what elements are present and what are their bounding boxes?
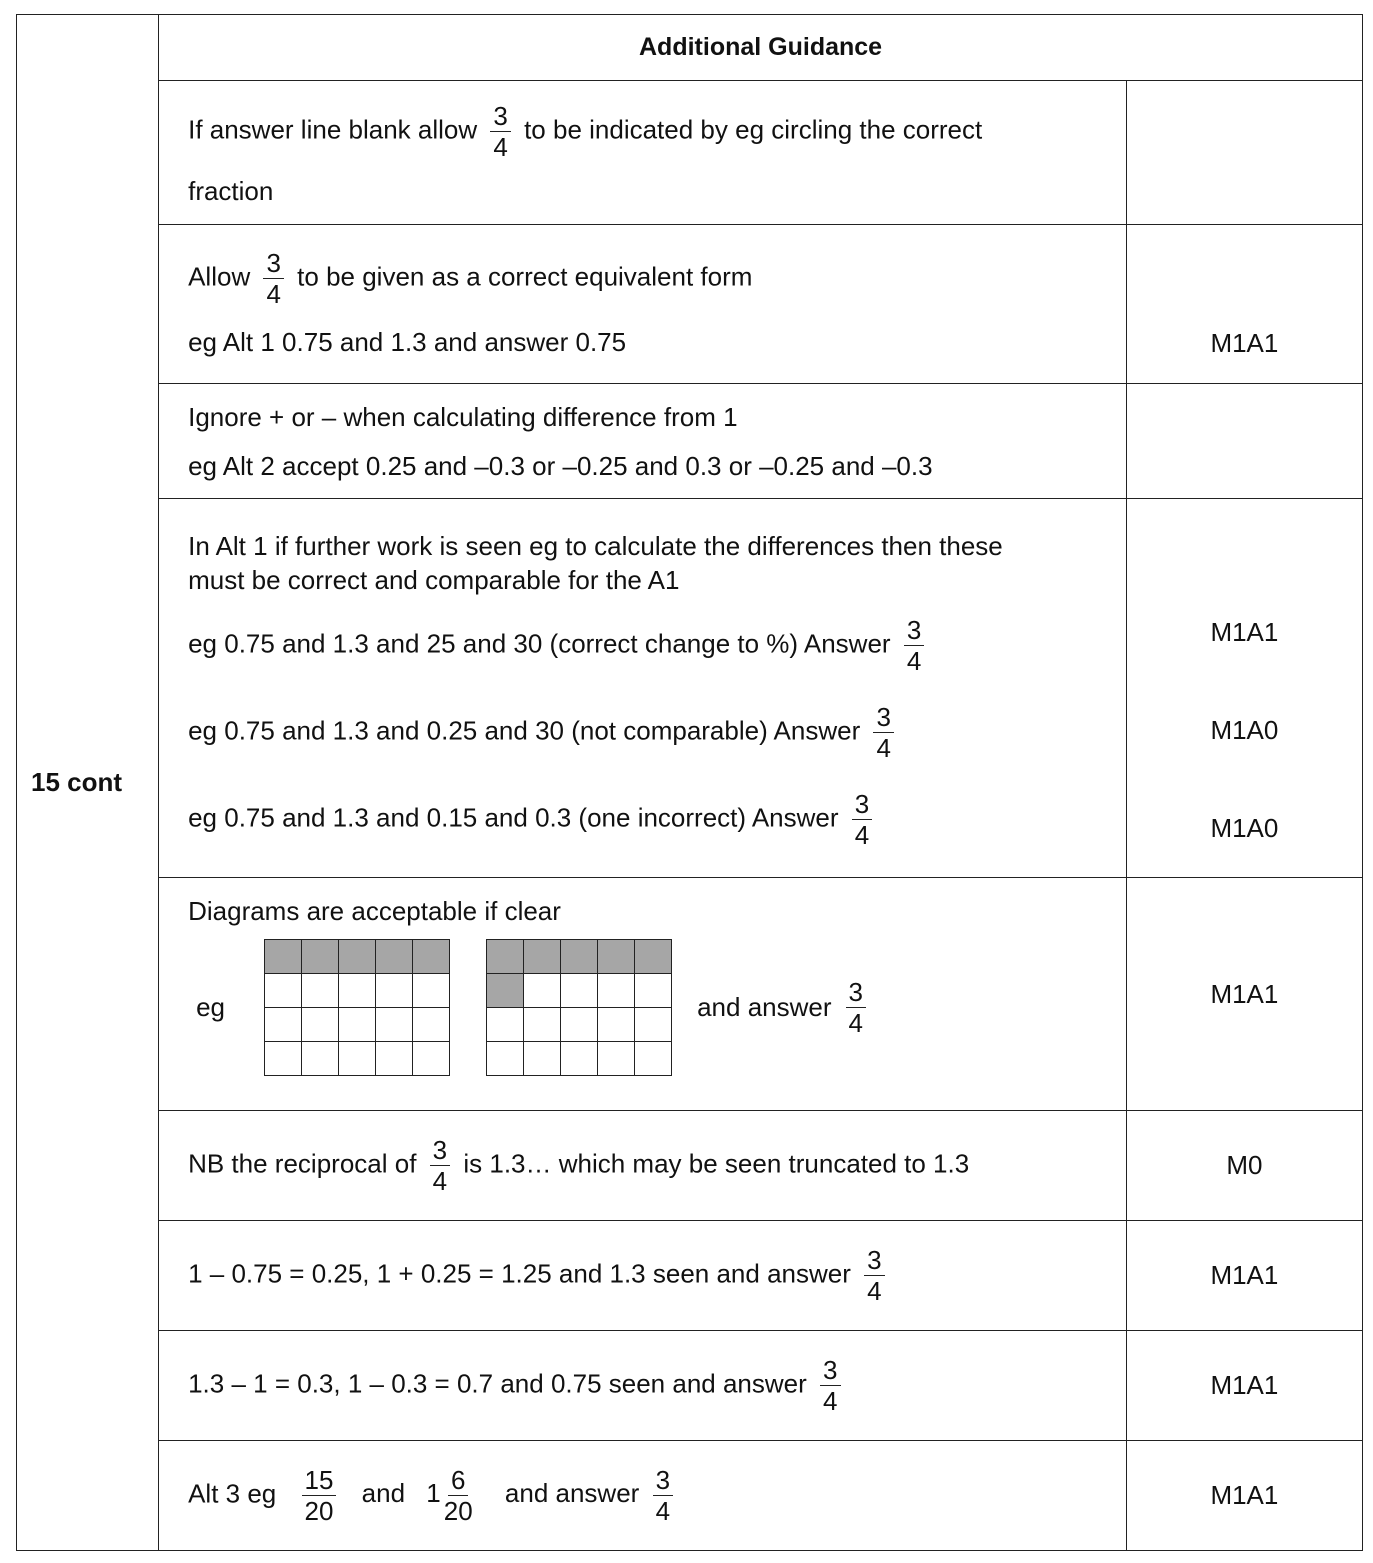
mark-value: M1A1: [1210, 617, 1279, 647]
guidance-text: Diagrams are acceptable if clear: [188, 896, 561, 926]
guidance-text: and: [361, 1478, 406, 1509]
grid-cell: [339, 1042, 376, 1076]
mark-cell: M1A1: [1126, 1221, 1362, 1331]
guidance-text: NB the reciprocal of: [188, 1148, 417, 1179]
guidance-text: 1.3 – 1 = 0.3, 1 – 0.3 = 0.7 and 0.75 seen and answer: [188, 1368, 807, 1399]
guidance-text: to be given as a correct equivalent form: [297, 260, 753, 291]
fraction: $\frac{3}{4}$: [852, 791, 872, 848]
guidance-text: fraction: [188, 176, 274, 206]
fraction: $\frac{3}{4}$: [864, 1247, 884, 1304]
guidance-text: If answer line blank allow: [188, 114, 478, 145]
grid-cell: [302, 1042, 339, 1076]
grid-cell: [635, 1008, 672, 1042]
guidance-text: and answer: [697, 992, 832, 1022]
example-text: eg 0.75 and 1.3 and 25 and 30 (correct change to %) Answer: [188, 627, 891, 658]
fraction: $\frac{3}{4}$: [653, 1467, 673, 1524]
grid-cell: [413, 1008, 450, 1042]
fraction: $\frac{15}{20}$: [302, 1467, 337, 1524]
grid-cell: [561, 1042, 598, 1076]
grid-cell: [487, 1008, 524, 1042]
grid-cell: [561, 974, 598, 1008]
mark-scheme-table: [16, 14, 1363, 1551]
grid-cell: [561, 1008, 598, 1042]
guidance-row: [17, 81, 1363, 225]
mark-cell: M1A1: [1126, 1441, 1362, 1551]
grid-cell: [265, 1042, 302, 1076]
guidance-row: [17, 225, 1363, 384]
guidance-row: [17, 878, 1363, 1111]
grid-cell: [265, 1008, 302, 1042]
mark-cell: M1A1: [1126, 1331, 1362, 1441]
guidance-row: [17, 1111, 1363, 1221]
example-text: eg 0.75 and 1.3 and 0.15 and 0.3 (one incorrect) Answer: [188, 801, 839, 832]
guidance-row: [17, 1221, 1363, 1331]
header-row: [17, 15, 1363, 81]
shaded-cell: [487, 940, 524, 974]
mark-cell: M0: [1126, 1111, 1362, 1221]
guidance-text: must be correct and comparable for the A1: [188, 564, 680, 595]
grid-cell: [635, 1042, 672, 1076]
guidance-text: Ignore + or – when calculating difference from 1: [188, 401, 738, 432]
grid-cell: [598, 974, 635, 1008]
grid-cell: [524, 1008, 561, 1042]
guidance-cell: [159, 1441, 1127, 1551]
grid-cell: [413, 974, 450, 1008]
grid-cell: [598, 1042, 635, 1076]
eg-label: eg: [196, 992, 226, 1022]
example-text: eg 0.75 and 1.3 and 0.25 and 30 (not comparable) Answer: [188, 714, 861, 745]
grid-cell: [265, 974, 302, 1008]
shaded-cell: [302, 940, 339, 974]
guidance-text: to be indicated by eg circling the correct: [524, 114, 983, 145]
guidance-text: 1 – 0.75 = 0.25, 1 + 0.25 = 1.25 and 1.3 seen and answer: [188, 1258, 851, 1289]
guidance-text: is 1.3… which may be seen truncated to 1.3: [463, 1148, 970, 1179]
guidance-text: eg Alt 1 0.75 and 1.3 and answer 0.75: [188, 326, 627, 357]
guidance-row: [17, 499, 1363, 878]
guidance-row: [17, 1331, 1363, 1441]
fraction: $\frac{3}{4}$: [904, 617, 924, 674]
fraction: $\frac{3}{4}$: [820, 1357, 840, 1414]
mark-cell: [1126, 81, 1362, 225]
grid-cell: [487, 1042, 524, 1076]
grid-cell: [339, 974, 376, 1008]
grid-cell: [376, 974, 413, 1008]
fraction: $\frac{3}{4}$: [490, 103, 510, 160]
mixed-number-whole: 1: [426, 1478, 441, 1509]
fraction: $\frac{3}{4}$: [846, 979, 866, 1036]
mark-value: M1A0: [1210, 813, 1279, 843]
grid-cell: [524, 974, 561, 1008]
fraction: $\frac{3}{4}$: [873, 704, 893, 761]
grid-cell: [376, 1042, 413, 1076]
guidance-cell: [159, 878, 1127, 1111]
grid-cell: [524, 1042, 561, 1076]
mark-value: M1A0: [1210, 715, 1279, 745]
guidance-cell: [159, 1221, 1127, 1331]
shaded-grid-diagram: [264, 939, 450, 1076]
shaded-cell: [598, 940, 635, 974]
guidance-cell: [159, 225, 1127, 384]
grid-cell: [302, 974, 339, 1008]
guidance-text: In Alt 1 if further work is seen eg to calculate the differences then these: [188, 530, 1003, 561]
guidance-row: [17, 384, 1363, 499]
guidance-row: [17, 1441, 1363, 1551]
shaded-cell: [524, 940, 561, 974]
guidance-text: and answer: [504, 1478, 640, 1509]
guidance-cell: [159, 1331, 1127, 1441]
guidance-cell: [159, 1111, 1127, 1221]
grid-cell: [376, 1008, 413, 1042]
grid-cell: [635, 974, 672, 1008]
mark-cell: M1A1: [1126, 225, 1362, 384]
shaded-cell: [339, 940, 376, 974]
mark-cell: [1126, 499, 1362, 878]
guidance-cell: [159, 384, 1127, 499]
guidance-text: Alt 3 eg: [188, 1478, 277, 1509]
grid-cell: [413, 1042, 450, 1076]
grid-cell: [302, 1008, 339, 1042]
guidance-text: Allow: [188, 260, 251, 291]
mark-cell: [1126, 384, 1362, 499]
grid-cell: [598, 1008, 635, 1042]
question-number: 15 cont: [17, 15, 159, 1551]
fraction: $\frac{3}{4}$: [263, 250, 283, 307]
guidance-text: eg Alt 2 accept 0.25 and –0.3 or –0.25 and 0.3 or –0.25 and –0.3: [188, 450, 933, 481]
shaded-grid-diagram: [486, 939, 672, 1076]
shaded-cell: [413, 940, 450, 974]
additional-guidance-heading: Additional Guidance: [159, 15, 1363, 81]
shaded-cell: [487, 974, 524, 1008]
guidance-cell: [159, 81, 1127, 225]
shaded-cell: [265, 940, 302, 974]
shaded-cell: [561, 940, 598, 974]
mark-cell: M1A1: [1126, 878, 1362, 1111]
mark-scheme-page: [16, 14, 1363, 1551]
grid-cell: [339, 1008, 376, 1042]
guidance-cell: [159, 499, 1127, 878]
shaded-cell: [635, 940, 672, 974]
shaded-cell: [376, 940, 413, 974]
fraction: $\frac{6}{20}$: [443, 1465, 473, 1526]
fraction: $\frac{3}{4}$: [430, 1137, 450, 1194]
